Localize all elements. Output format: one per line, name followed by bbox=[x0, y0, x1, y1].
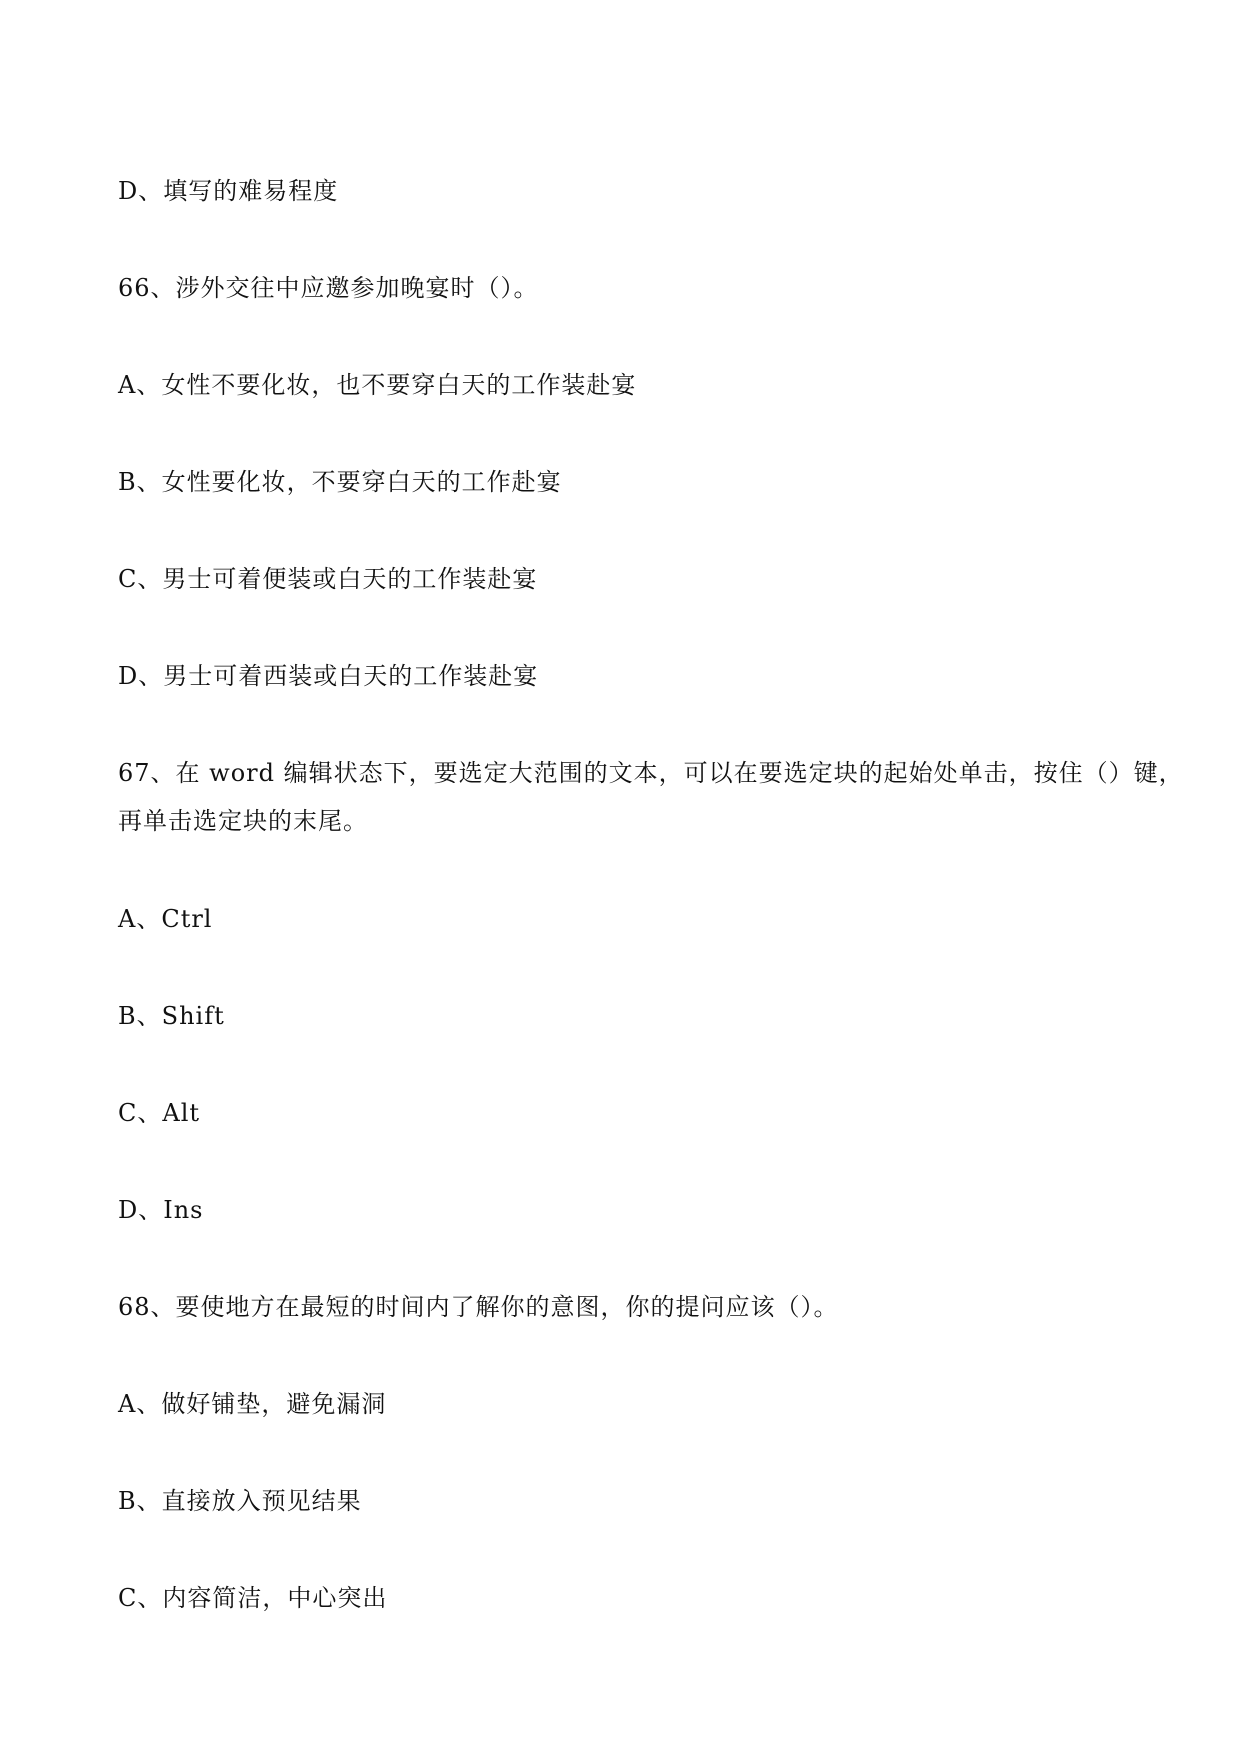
q65-option-d: D、填写的难易程度 bbox=[118, 177, 339, 205]
question-66: 66、涉外交往中应邀参加晚宴时（）。 bbox=[118, 274, 539, 302]
q66-option-d: D、男士可着西装或白天的工作装赴宴 bbox=[118, 662, 539, 690]
q66-option-a: A、女性不要化妆，也不要穿白天的工作装赴宴 bbox=[118, 371, 637, 399]
q66-option-b: B、女性要化妆，不要穿白天的工作赴宴 bbox=[118, 468, 562, 496]
question-67-line-2: 再单击选定块的末尾。 bbox=[118, 807, 368, 835]
q68-option-b: B、直接放入预见结果 bbox=[118, 1487, 362, 1515]
q67-option-b: B、Shift bbox=[118, 1002, 225, 1030]
q66-option-c: C、男士可着便装或白天的工作装赴宴 bbox=[118, 565, 538, 593]
q67-option-c: C、Alt bbox=[118, 1099, 201, 1127]
q67-option-a: A、Ctrl bbox=[118, 905, 213, 933]
question-67-line-1: 67、在 word 编辑状态下，要选定大范围的文本，可以在要选定块的起始处单击，按住（）键， bbox=[118, 759, 1184, 787]
q68-option-a: A、做好铺垫，避免漏洞 bbox=[118, 1390, 387, 1418]
question-68: 68、要使地方在最短的时间内了解你的意图，你的提问应该（）。 bbox=[118, 1293, 839, 1321]
q68-option-c: C、内容简洁，中心突出 bbox=[118, 1584, 388, 1612]
q67-option-d: D、Ins bbox=[118, 1196, 204, 1224]
